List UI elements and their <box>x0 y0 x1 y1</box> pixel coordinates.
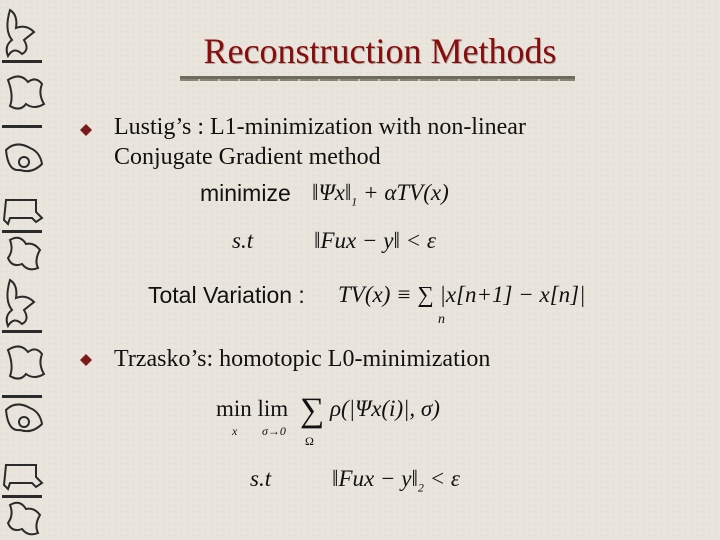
figure-3-icon <box>6 144 42 171</box>
tv-expression: TV(x) ≡ ∑ |x[n+1] − x[n]| <box>338 282 586 307</box>
tv-sum-subscript: n <box>438 312 445 327</box>
figure-6-icon <box>7 280 34 326</box>
diamond-bullet-icon <box>80 354 92 366</box>
figure-9-icon <box>4 465 42 489</box>
figure-4-icon <box>4 200 42 224</box>
min-lim-label: min lim <box>216 396 289 421</box>
rho-expression: ρ(|Ψx(i)|, σ) <box>330 396 440 421</box>
min-sub-x: x <box>232 424 238 438</box>
figure-5-icon <box>8 238 40 270</box>
figure-7-icon <box>8 346 44 378</box>
objective-tv-term: + αTV(x) <box>363 180 449 205</box>
title-underline <box>180 76 575 79</box>
constraint-2-norm: ‖Fux − y‖ <box>332 466 418 491</box>
min-sub-sigma: σ→0 <box>262 424 286 438</box>
diamond-bullet-icon <box>80 124 92 136</box>
objective-norm-term: ‖Ψx‖ <box>312 180 352 205</box>
figure-10-icon <box>8 503 40 535</box>
constraint-1: ‖Fux − y‖ < ε <box>314 228 436 253</box>
bullet-1-line-2: Conjugate Gradient method <box>114 144 381 170</box>
bullet-1-line-1: Lustig’s : L1-minimization with non-linear <box>114 114 526 140</box>
objective-norm <box>312 180 449 210</box>
bullet-2-line-1: Trzasko’s: homotopic L0-minimization <box>114 346 491 372</box>
st-label-1: s.t <box>232 228 254 253</box>
objective-norm-sub: 1 <box>351 194 358 209</box>
minimize-label: minimize <box>200 180 291 206</box>
figure-2-icon <box>8 76 44 108</box>
sum-subscript: Ω <box>305 434 314 448</box>
woodcut-figures-border <box>0 0 52 540</box>
constraint-2 <box>332 466 460 496</box>
constraint-2-sub: 2 <box>417 480 424 495</box>
figure-8-icon <box>6 404 42 431</box>
constraint-2-rest: < ε <box>429 466 460 491</box>
st-label-2: s.t <box>250 466 272 491</box>
sum-symbol: ∑ <box>300 392 325 429</box>
slide-title: Reconstruction Methods <box>203 31 557 71</box>
tv-label: Total Variation : <box>148 282 305 308</box>
